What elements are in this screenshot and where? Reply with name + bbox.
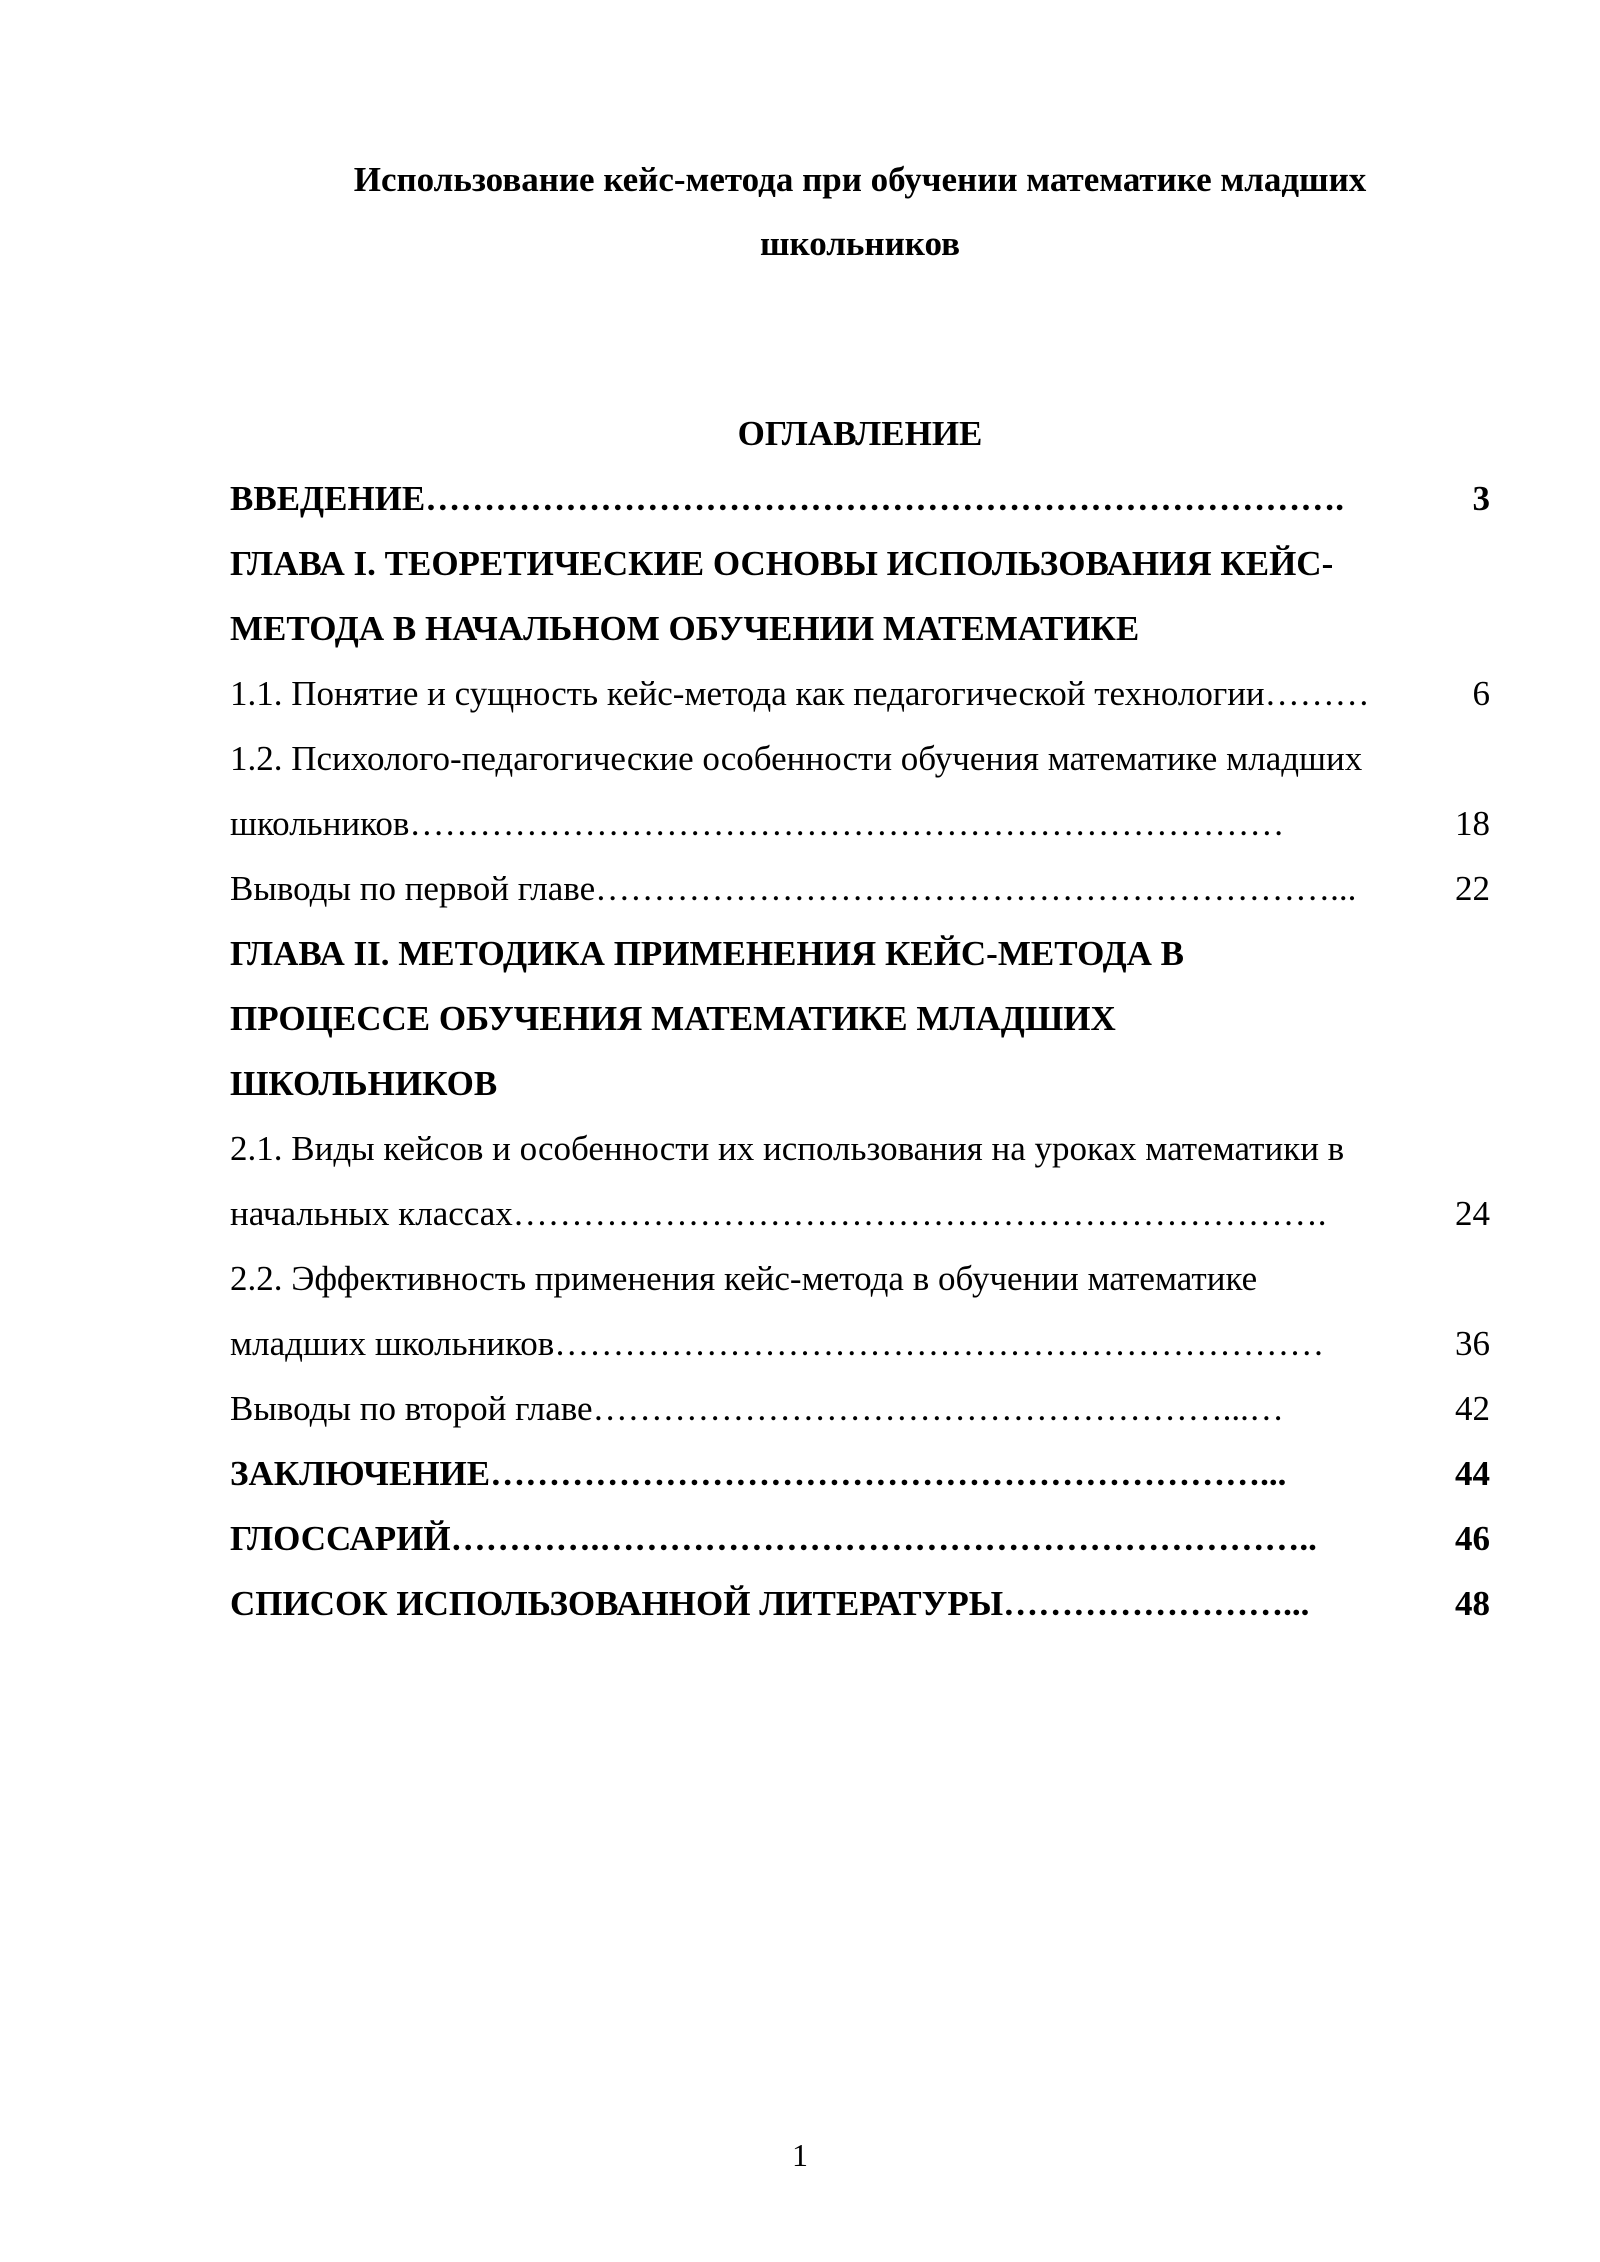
- toc-chapter-2-line-2[interactable]: ПРОЦЕССЕ ОБУЧЕНИЯ МАТЕМАТИКЕ МЛАДШИХ: [230, 999, 1116, 1038]
- toc-entry-label: 1.1. Понятие и сущность кейс-метода как педагогической технологии: [230, 674, 1265, 713]
- toc-entry-label: школьников: [230, 804, 410, 843]
- toc-entry-glossary[interactable]: [230, 1506, 1490, 1571]
- toc-entry-conclusion-2[interactable]: [230, 1376, 1490, 1441]
- toc-chapter-1-line-2[interactable]: МЕТОДА В НАЧАЛЬНОМ ОБУЧЕНИИ МАТЕМАТИКЕ: [230, 609, 1140, 648]
- toc-page-number: 18: [1455, 804, 1490, 843]
- toc-leader-dots: ………………………………………………...…: [592, 1389, 1284, 1428]
- toc-section-1-2-line-1[interactable]: 1.2. Психолого-педагогические особенности обучения математике младших: [230, 739, 1363, 778]
- toc-leader-dots: …………………………………………………………………….: [425, 479, 1345, 518]
- toc-entry-label: начальных классах: [230, 1194, 513, 1233]
- toc-page-number: 36: [1455, 1324, 1490, 1363]
- document-title: [230, 148, 1490, 276]
- toc-entry-conclusion-1[interactable]: [230, 856, 1490, 921]
- table-of-contents: [230, 466, 1490, 1636]
- toc-page-number: 3: [1472, 479, 1490, 518]
- toc-entry-label: ВВЕДЕНИЕ: [230, 479, 426, 518]
- toc-section-2-2-line-1[interactable]: 2.2. Эффективность применения кейс-метода в обучении математике: [230, 1259, 1258, 1298]
- toc-entry-label: Выводы по второй главе: [230, 1389, 593, 1428]
- toc-chapter-2-line-1[interactable]: ГЛАВА II. МЕТОДИКА ПРИМЕНЕНИЯ КЕЙС-МЕТОДА В: [230, 934, 1185, 973]
- toc-section-2-1-line-1[interactable]: 2.1. Виды кейсов и особенности их использования на уроках математики в: [230, 1129, 1345, 1168]
- toc-leader-dots: …………………………………………………………: [554, 1324, 1325, 1363]
- toc-page-number: 22: [1455, 869, 1490, 908]
- toc-entry-section-2-2[interactable]: [230, 1311, 1490, 1376]
- toc-entry-section-2-1[interactable]: [230, 1181, 1490, 1246]
- toc-entry-conclusion[interactable]: [230, 1441, 1490, 1506]
- toc-leader-dots: ……………………...: [1003, 1584, 1310, 1623]
- toc-entry-references[interactable]: [230, 1571, 1490, 1636]
- toc-entry-label: СПИСОК ИСПОЛЬЗОВАННОЙ ЛИТЕРАТУРЫ: [230, 1584, 1004, 1623]
- toc-entry-label: Выводы по первой главе: [230, 869, 596, 908]
- toc-heading: ОГЛАВЛЕНИЕ: [737, 414, 983, 453]
- toc-leader-dots: ………….……………………………………………………..: [450, 1519, 1317, 1558]
- toc-leader-dots: …………………………………………………………….: [512, 1194, 1327, 1233]
- toc-entry-intro[interactable]: [230, 466, 1490, 531]
- toc-page-number: 48: [1455, 1584, 1490, 1623]
- toc-entry-label: ГЛОССАРИЙ: [230, 1519, 451, 1558]
- toc-page-number: 6: [1472, 674, 1490, 713]
- toc-entry-section-1-1[interactable]: [230, 661, 1490, 726]
- toc-leader-dots: …………………………………………………………………: [409, 804, 1285, 843]
- toc-chapter-2-line-3[interactable]: ШКОЛЬНИКОВ: [230, 1064, 498, 1103]
- document-title-line-1: Использование кейс-метода при обучении математике младших: [353, 160, 1367, 199]
- toc-leader-dots: …………………………………………………………...: [490, 1454, 1287, 1493]
- toc-page-number: 24: [1455, 1194, 1490, 1233]
- toc-entry-label: ЗАКЛЮЧЕНИЕ: [230, 1454, 491, 1493]
- toc-page-number: 46: [1455, 1519, 1490, 1558]
- toc-leader-dots: ………………………………………………………...: [595, 869, 1357, 908]
- toc-chapter-1-line-1[interactable]: ГЛАВА I. ТЕОРЕТИЧЕСКИЕ ОСНОВЫ ИСПОЛЬЗОВАНИЯ КЕЙС-: [230, 544, 1334, 583]
- document-title-line-2: школьников: [759, 224, 960, 263]
- toc-page-number: 42: [1455, 1389, 1490, 1428]
- toc-entry-label: младших школьников: [230, 1324, 555, 1363]
- toc-leader-dots: ………: [1264, 674, 1370, 713]
- page-number: 1: [792, 2137, 808, 2173]
- toc-entry-section-1-2[interactable]: [230, 791, 1490, 856]
- toc-page-number: 44: [1455, 1454, 1490, 1493]
